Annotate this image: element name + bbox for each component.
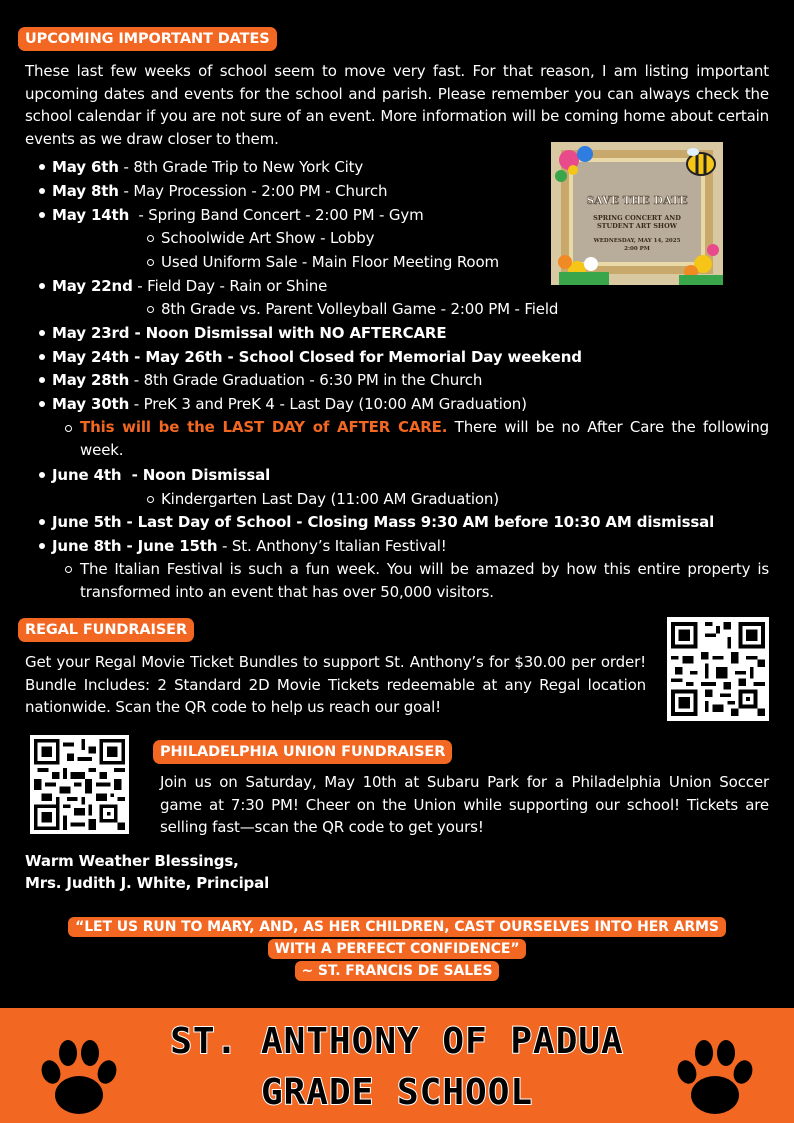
quote-line1: “LET US RUN TO MARY, AND, AS HER CHILDREN, CAST OURSELVES INTO HER ARMS [68, 917, 726, 937]
item-date: May 8th [52, 182, 119, 200]
sub-item: Used Uniform Sale - Main Floor Meeting Room [161, 253, 499, 271]
item-date: May 30th [52, 395, 130, 413]
quote-line2-wrap [0, 938, 794, 959]
list-bullet [39, 330, 45, 336]
save-the-date-line1: SPRING CONCERT AND [593, 214, 681, 222]
regal-heading: REGAL FUNDRAISER [18, 618, 194, 642]
list-bullet [39, 519, 45, 525]
list-item: June 5th - Last Day of School - Closing Mass 9:30 AM before 10:30 AM dismissal [52, 513, 715, 531]
quote-line3: ~ ST. FRANCIS DE SALES [295, 961, 500, 981]
save-the-date-line4: 2:00 PM [624, 246, 650, 252]
union-qr-code-icon[interactable] [30, 735, 129, 834]
item-date: June 8th - June 15th [52, 537, 218, 555]
school-name-line1-wrap [0, 1020, 794, 1064]
list-item [52, 275, 327, 297]
sub-bullet [65, 566, 72, 573]
dates-intro: These last few weeks of school seem to move very fast. For that reason, I am listing important upcoming dates and events for the school and parish. Please remember you can always check the school calendar if you are not sure of an event. More information will be coming home about certain events as we draw closer to them. [25, 62, 769, 148]
list-item: May 24th - May 26th - School Closed for Memorial Day weekend [52, 348, 582, 366]
sub-bullet [147, 259, 154, 266]
list-bullet [39, 188, 45, 194]
save-the-date-image [551, 142, 723, 285]
school-name-line2: GRADE SCHOOL [260, 1072, 534, 1113]
quote-line2: WITH A PERFECT CONFIDENCE” [268, 939, 527, 959]
qr-code-icon [671, 621, 765, 717]
sub-item [80, 416, 769, 461]
school-name-line2-wrap [0, 1071, 794, 1115]
save-the-date-title: SAVE THE DATE [586, 194, 688, 207]
item-date: May 28th [52, 371, 130, 389]
list-item: June 4th - Noon Dismissal [52, 466, 271, 484]
list-item [52, 535, 447, 557]
union-text: Join us on Saturday, May 10th at Subaru Park for a Philadelphia Union Soccer game at 7:30 PM! Cheer on the Union while supporting our school! Tickets are selling fast—scan the QR code to get yours! [160, 773, 769, 836]
item-text: - St. Anthony’s Italian Festival! [217, 537, 447, 555]
item-text: - 8th Grade Graduation - 6:30 PM in the Church [129, 371, 483, 389]
union-heading: PHILADELPHIA UNION FUNDRAISER [153, 740, 452, 764]
qr-code-icon [34, 739, 125, 830]
sub-item: The Italian Festival is such a fun week. You will be amazed by how this entire property is transformed into an event that has over 50,000 visitors. [80, 560, 769, 601]
list-bullet [39, 401, 45, 407]
regal-text: Get your Regal Movie Ticket Bundles to support St. Anthony’s for $30.00 per order! Bundle Includes: 2 Standard 2D Movie Tickets redeemable at any Regal location nationwide. Scan the QR code to help us reach our goal! [25, 653, 646, 716]
list-item [52, 180, 387, 202]
sub-bullet [147, 496, 154, 503]
list-bullet [39, 283, 45, 289]
sub-item: 8th Grade vs. Parent Volleyball Game - 2:00 PM - Field [161, 300, 559, 318]
list-bullet [39, 543, 45, 549]
aftercare-highlight: This will be the LAST DAY of AFTER CARE. [80, 418, 448, 436]
list-bullet [39, 164, 45, 170]
sub-bullet [65, 425, 72, 432]
regal-qr-code-icon[interactable] [667, 617, 769, 721]
signoff-line1: Warm Weather Blessings, [25, 852, 239, 870]
sub-item: Schoolwide Art Show - Lobby [161, 229, 375, 247]
list-bullet [39, 354, 45, 360]
item-text: - Spring Band Concert - 2:00 PM - Gym [129, 206, 424, 224]
list-bullet [39, 472, 45, 478]
quote-line1-wrap [0, 916, 794, 937]
aftercare-note: There will be no After Care the following week. [80, 418, 769, 459]
item-text: - Field Day - Rain or Shine [132, 277, 328, 295]
item-date: May 14th [52, 206, 130, 224]
list-item: May 23rd - Noon Dismissal with NO AFTERCARE [52, 324, 447, 342]
item-text: - May Procession - 2:00 PM - Church [118, 182, 388, 200]
footer-banner [0, 1008, 794, 1123]
sub-bullet [147, 235, 154, 242]
list-bullet [39, 212, 45, 218]
save-the-date-line2: STUDENT ART SHOW [596, 222, 678, 230]
item-text: - PreK 3 and PreK 4 - Last Day (10:00 AM Graduation) [129, 395, 527, 413]
school-name-line1: ST. ANTHONY OF PADUA [170, 1021, 624, 1062]
quote-line3-wrap [0, 960, 794, 981]
sub-item: Kindergarten Last Day (11:00 AM Graduation) [161, 490, 499, 508]
item-date: May 6th [52, 158, 119, 176]
list-item [52, 204, 424, 226]
list-item [52, 393, 527, 415]
item-text: - 8th Grade Trip to New York City [118, 158, 364, 176]
list-item [52, 369, 482, 391]
list-item [52, 156, 363, 178]
item-date: May 22nd [52, 277, 133, 295]
list-bullet [39, 377, 45, 383]
dates-heading: UPCOMING IMPORTANT DATES [18, 27, 277, 51]
save-the-date-line3: WEDNESDAY, MAY 14, 2025 [593, 238, 681, 244]
sub-bullet [147, 306, 154, 313]
signoff-line2: Mrs. Judith J. White, Principal [25, 874, 270, 892]
